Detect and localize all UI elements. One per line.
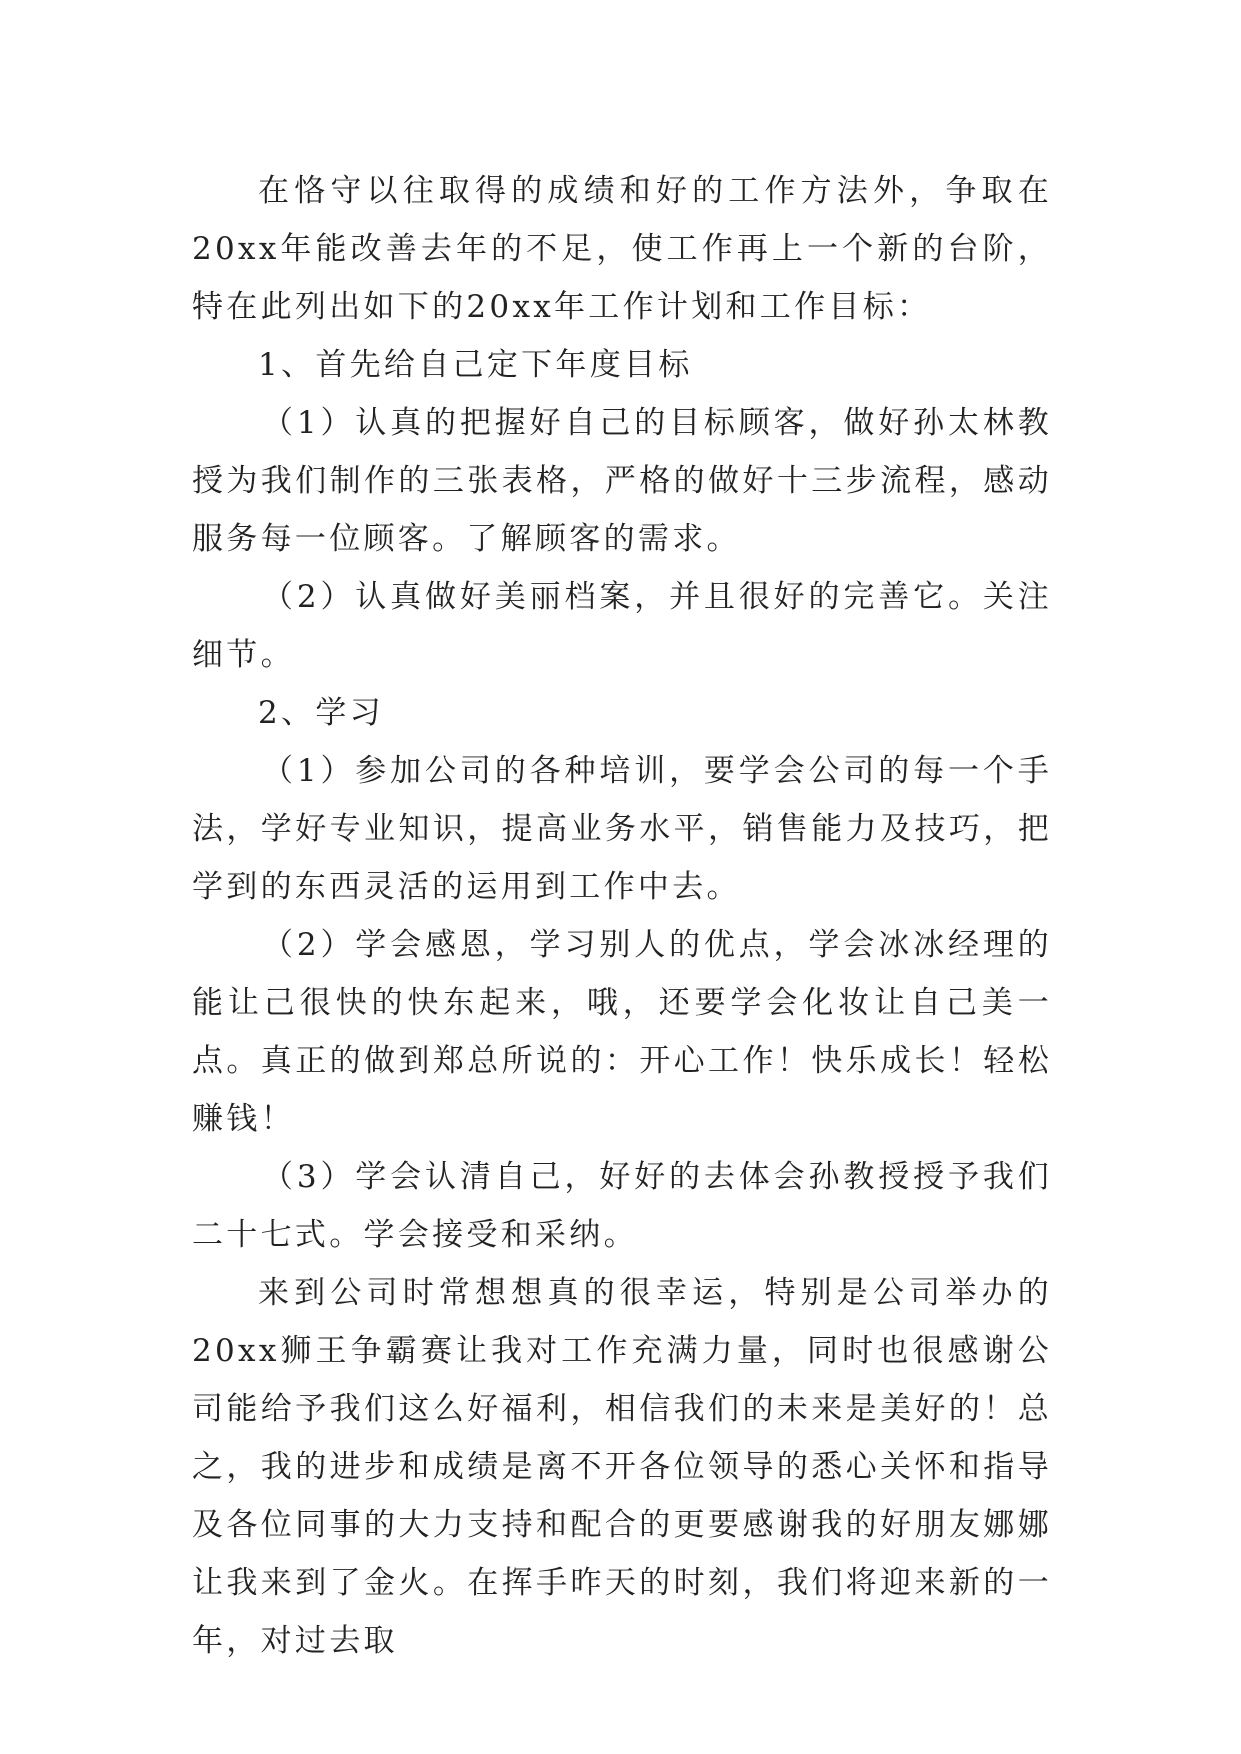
- paragraph-study-1: （1）参加公司的各种培训，要学会公司的每一个手法，学好专业知识，提高业务水平，销售能力及技巧，把学到的东西灵活的运用到工作中去。: [192, 753, 1052, 905]
- document-body: [192, 162, 1052, 1670]
- paragraph-study-3: （3）学会认清自己，好好的去体会孙教授授予我们二十七式。学会接受和采纳。: [192, 1159, 1052, 1253]
- paragraph-study-2: （2）学会感恩，学习别人的优点，学会冰冰经理的能让己很快的快东起来，哦，还要学会化妆让自己美一点。真正的做到郑总所说的：开心工作！快乐成长！轻松赚钱！: [192, 927, 1052, 1137]
- paragraph-goal-1: （1）认真的把握好自己的目标顾客，做好孙太林教授为我们制作的三张表格，严格的做好十三步流程，感动服务每一位顾客。了解顾客的需求。: [192, 405, 1052, 557]
- heading-study: 2、学习: [258, 695, 384, 731]
- heading-goals: 1、首先给自己定下年度目标: [258, 347, 693, 383]
- paragraph-closing: 来到公司时常想想真的很幸运，特别是公司举办的20xx狮王争霸赛让我对工作充满力量，同时也很感谢公司能给予我们这么好福利，相信我们的未来是美好的！总之，我的进步和成绩是离不开各位领导的悉心关怀和指导及各位同事的大力支持和配合的更要感谢我的好朋友娜娜让我来到了金火。在挥手昨天的时刻，我们将迎来新的一年，对过去取: [192, 1275, 1052, 1659]
- paragraph-goal-2: （2）认真做好美丽档案，并且很好的完善它。关注细节。: [192, 579, 1052, 673]
- paragraph-intro: 在恪守以往取得的成绩和好的工作方法外，争取在20xx年能改善去年的不足，使工作再上一个新的台阶，特在此列出如下的20xx年工作计划和工作目标：: [192, 173, 1052, 325]
